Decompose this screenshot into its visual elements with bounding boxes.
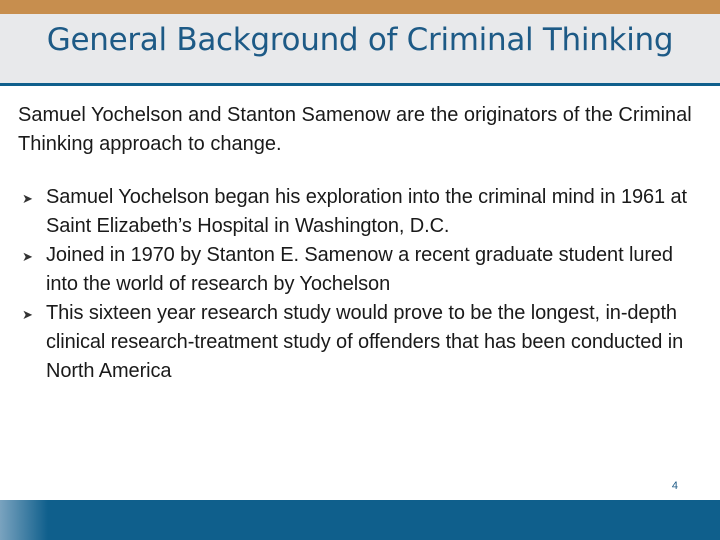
arrow-bullet-icon: ➤: [22, 249, 33, 264]
bullet-text: Joined in 1970 by Stanton E. Samenow a recent graduate student lured into the world of research by Yochelson: [46, 244, 673, 295]
arrow-bullet-icon: ➤: [22, 191, 33, 206]
intro-paragraph: Samuel Yochelson and Stanton Samenow are the originators of the Criminal Thinking approach to change.: [18, 104, 692, 155]
bullet-item: [18, 183, 703, 241]
bullet-text: Samuel Yochelson began his exploration into the criminal mind in 1961 at Saint Elizabeth’s Hospital in Washington, D.C.: [46, 186, 687, 237]
bullet-list: [18, 183, 703, 386]
footer-gradient-accent: [0, 500, 48, 540]
arrow-bullet-icon: ➤: [22, 307, 33, 322]
bullet-item: [18, 241, 703, 299]
slide-number: 4: [671, 480, 678, 492]
slide-title: General Background of Criminal Thinking: [46, 22, 674, 58]
top-accent-bar: [0, 0, 720, 14]
bullet-text: This sixteen year research study would prove to be the longest, in-depth clinical research-treatment study of offenders that has been conducted in North America: [46, 302, 684, 382]
footer-bar: [0, 500, 720, 540]
bullet-item: [18, 299, 703, 386]
slide-body: [18, 101, 703, 386]
